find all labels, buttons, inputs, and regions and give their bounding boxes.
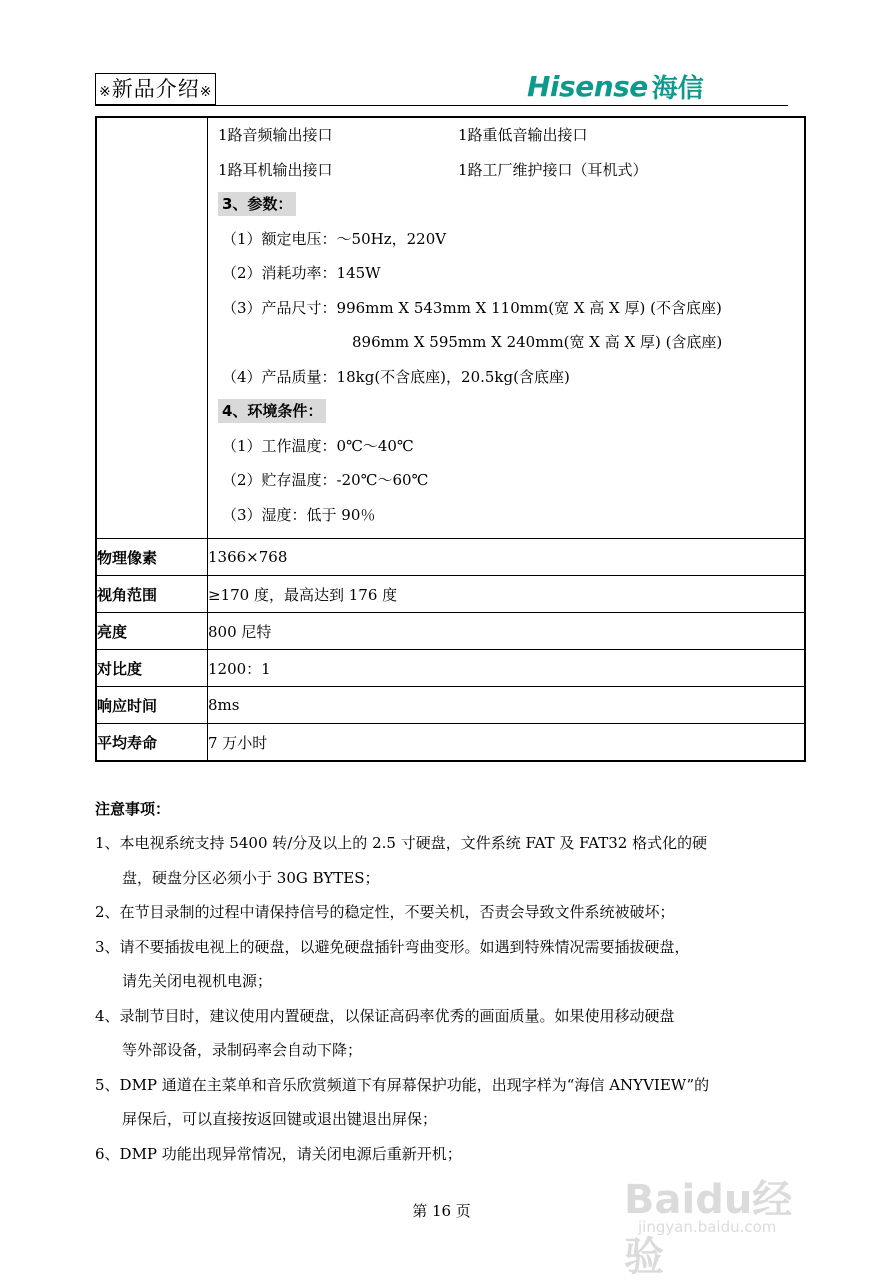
header-tag <box>95 73 216 105</box>
section-title: 新品介绍 <box>111 77 200 101</box>
spec-row <box>96 687 805 724</box>
note-line-cont: 盘，硬盘分区必须小于 30G BYTES； <box>122 868 380 887</box>
note-line-cont: 等外部设备，录制码率会自动下降； <box>122 1041 363 1059</box>
spec-label: 物理像素 <box>96 539 208 576</box>
spec-row <box>96 650 805 687</box>
spec-value: ≥170 度，最高达到 176 度 <box>208 576 806 613</box>
spec-label: 视角范围 <box>96 576 208 613</box>
note-item <box>95 826 795 895</box>
note-item <box>95 930 795 999</box>
watermark-logo: Baidu经验 <box>624 1177 793 1280</box>
spec-label: 平均寿命 <box>96 724 208 762</box>
param-line: （3）产品尺寸：996mm X 543mm X 110mm(宽 X 高 X 厚) (不含底座) <box>222 298 722 317</box>
reference-mark-right: ※ <box>199 84 213 100</box>
note-line-cont: 请先关闭电视机电源； <box>122 972 273 990</box>
spec-value: 1200：1 <box>208 650 806 687</box>
spec-row <box>96 539 805 576</box>
spec-blank-label <box>96 117 208 539</box>
port-item: 1路耳机输出接口 <box>218 160 333 179</box>
reference-mark-left: ※ <box>99 84 112 100</box>
spec-continued-row <box>96 117 805 539</box>
page-number: 第 16 页 <box>412 1202 471 1220</box>
note-line: 4、录制节目时，建议使用内置硬盘，以保证高码率优秀的画面质量。如果使用移动硬盘 <box>95 1006 675 1025</box>
notes-section <box>95 792 795 1171</box>
spec-value: 1366×768 <box>208 539 806 576</box>
spec-row <box>96 724 805 762</box>
header-rule <box>95 105 788 106</box>
env-heading: 4、环境条件： <box>218 399 326 423</box>
note-item <box>95 999 795 1068</box>
spec-row <box>96 613 805 650</box>
spec-value: 800 尼特 <box>208 613 806 650</box>
param-line: 896mm X 595mm X 240mm(宽 X 高 X 厚) (含底座) <box>352 333 723 351</box>
watermark-url: jingyan.baidu.com <box>638 1218 777 1236</box>
env-line: （2）贮存温度：-20℃～60℃ <box>222 471 429 489</box>
note-line-cont: 屏保后，可以直接按返回键或退出键退出屏保； <box>122 1110 438 1128</box>
port-item: 1路重低音输出接口 <box>458 126 588 144</box>
spec-value: 8ms <box>208 687 806 724</box>
note-item <box>95 895 795 930</box>
hisense-logo <box>527 68 787 104</box>
baidu-watermark <box>624 1150 814 1280</box>
spec-label: 对比度 <box>96 650 208 687</box>
param-line: （1）额定电压：～50Hz，220V <box>222 229 447 248</box>
spec-label: 亮度 <box>96 613 208 650</box>
port-line <box>218 118 804 153</box>
note-line: 6、DMP 功能出现异常情况，请关闭电源后重新开机； <box>95 1144 462 1163</box>
params-heading: 3、参数： <box>218 192 296 216</box>
notes-title: 注意事项： <box>95 800 171 818</box>
env-line: （3）湿度：低于 90％ <box>222 505 376 524</box>
env-line: （1）工作温度：0℃～40℃ <box>222 436 414 455</box>
spec-table <box>95 116 806 762</box>
env-heading-line <box>218 394 804 429</box>
note-line: 1、本电视系统支持 5400 转/分及以上的 2.5 寸硬盘，文件系统 FAT 及 FAT32 格式化的硬 <box>95 834 708 852</box>
port-item: 1路音频输出接口 <box>218 126 333 144</box>
note-line: 5、DMP 通道在主菜单和音乐欣赏频道下有屏幕保护功能，出现字样为“海信 ANYVIEW”的 <box>95 1075 710 1094</box>
spec-label: 响应时间 <box>96 687 208 724</box>
logo-cjk: 海信 <box>651 73 704 104</box>
params-heading-line <box>218 187 804 222</box>
param-line: （2）消耗功率：145W <box>222 264 381 282</box>
port-item: 1路工厂维护接口（耳机式） <box>458 160 648 179</box>
port-line <box>218 153 804 188</box>
note-line: 2、在节目录制的过程中请保持信号的稳定性，不要关机，否责会导致文件系统被破坏； <box>95 903 675 921</box>
note-item <box>95 1068 795 1137</box>
note-line: 3、请不要插拔电视上的硬盘，以避免硬盘插针弯曲变形。如遇到特殊情况需要插拔硬盘， <box>95 937 690 956</box>
param-line: （4）产品质量：18kg(不含底座)，20.5kg(含底座) <box>222 367 570 386</box>
spec-continued-cell <box>208 117 806 539</box>
spec-row <box>96 576 805 613</box>
spec-value: 7 万小时 <box>208 724 806 762</box>
logo-latin: Hisense <box>527 69 648 103</box>
